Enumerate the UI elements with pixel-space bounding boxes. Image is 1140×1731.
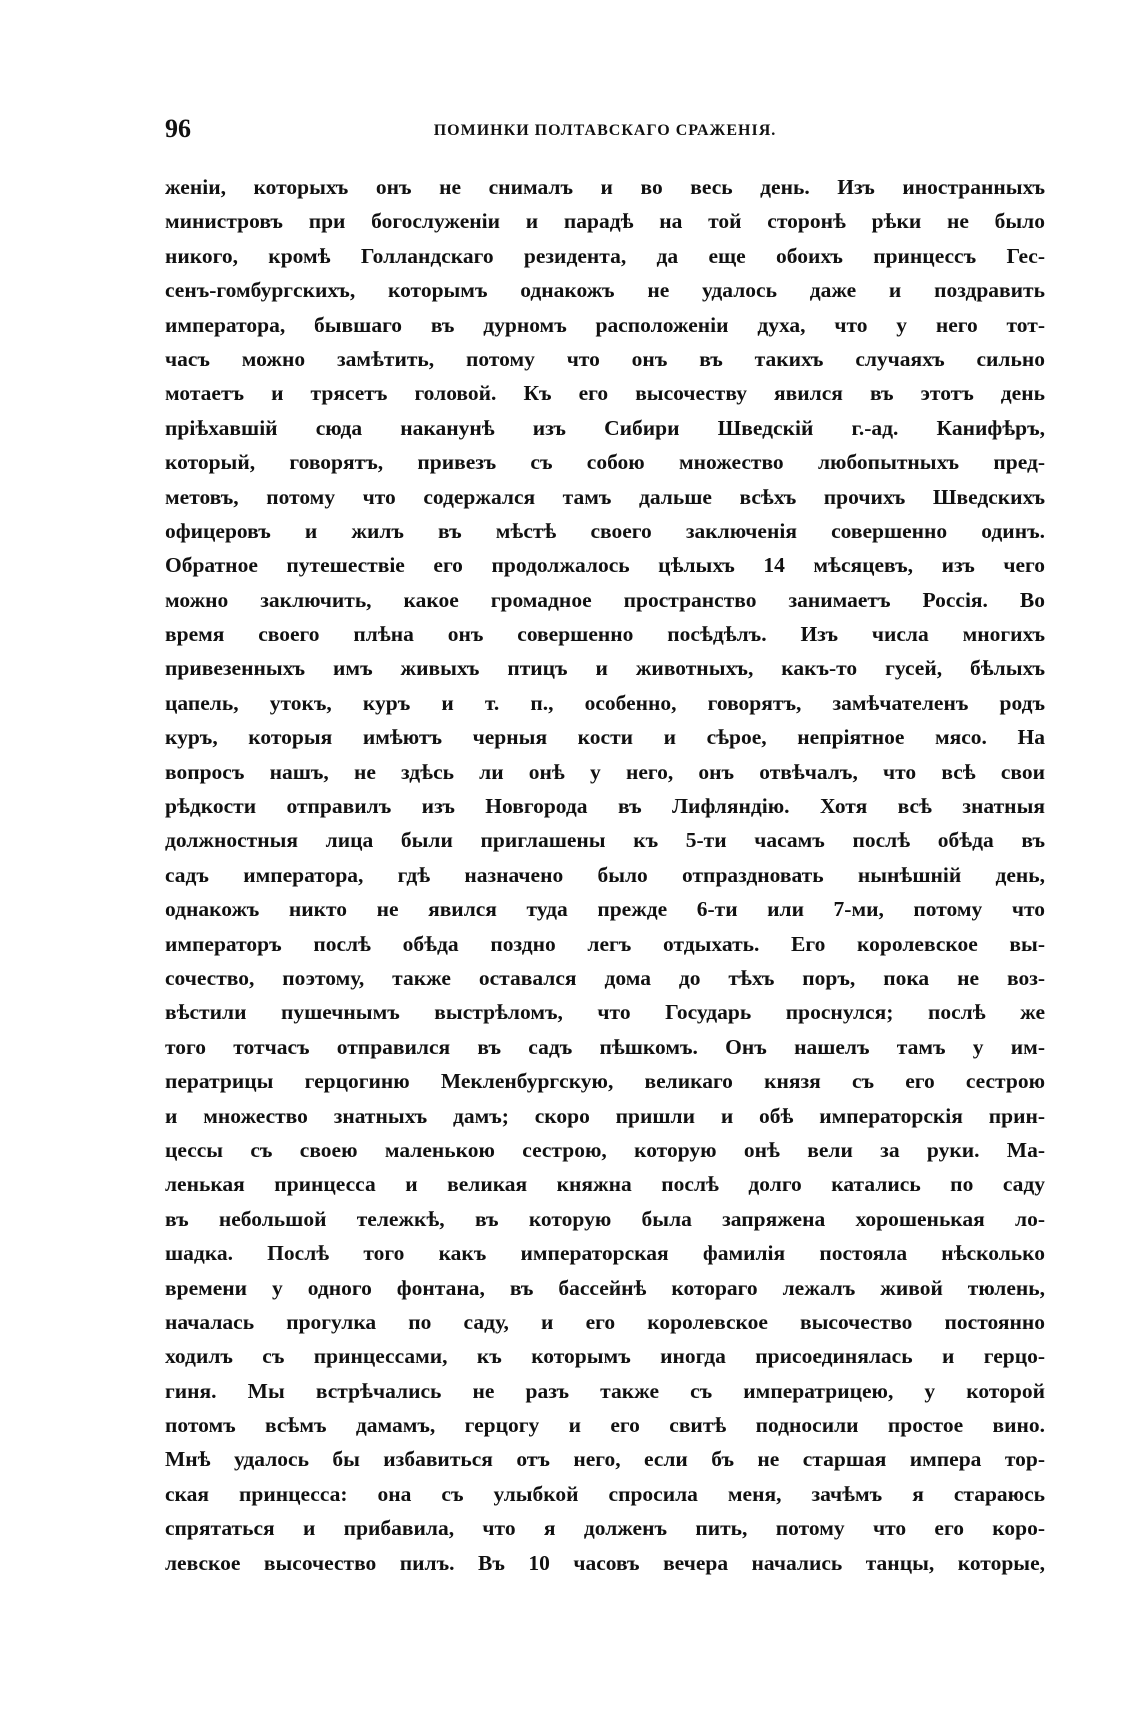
text-line: время своего плѣна онъ совершенно посѣдѣлъ. Изъ числа многихъ [165,622,1045,647]
text-line: который, говорятъ, привезъ съ собою множество любопытныхъ пред- [165,450,1045,475]
text-line: спрятаться и прибавила, что я долженъ пить, потому что его коро- [165,1516,1045,1541]
text-line: рѣдкости отправилъ изъ Новгорода въ Лифляндію. Хотя всѣ знатныя [165,794,1045,819]
text-line: гиня. Мы встрѣчались не разъ также съ императрицею, у которой [165,1378,1045,1403]
text-line: ператрицы герцогиню Мекленбургскую, великаго князя съ его сестрою [165,1069,1045,1094]
text-line: пріѣхавшій сюда наканунѣ изъ Сибири Шведскій г.-ад. Канифѣръ, [165,415,1045,440]
text-line: никого, кромѣ Голландскаго резидента, да еще обоихъ принцессъ Гес- [165,243,1045,268]
text-line: метовъ, потому что содержался тамъ дальше всѣхъ прочихъ Шведскихъ [165,484,1045,509]
text-line: мотаетъ и трясетъ головой. Къ его высочеству явился въ этотъ день [165,381,1045,406]
text-line: привезенныхъ имъ живыхъ птицъ и животныхъ, какъ-то гусей, бѣлыхъ [165,656,1045,681]
text-line: Мнѣ удалось бы избавиться отъ него, если бъ не старшая импера тор- [165,1447,1045,1472]
text-line: садъ императора, гдѣ назначено было отпраздновать нынѣшній день, [165,862,1045,887]
running-head [165,114,1045,146]
text-line: шадка. Послѣ того какъ императорская фамилія постояла нѣсколько [165,1241,1045,1266]
text-line: сочество, поэтому, также оставался дома до тѣхъ поръ, пока не воз- [165,965,1045,990]
text-line: цапель, утокъ, куръ и т. п., особенно, говорятъ, замѣчателенъ родъ [165,690,1045,715]
text-line: потомъ всѣмъ дамамъ, герцогу и его свитѣ подносили простое вино. [165,1413,1045,1438]
text-line: ская принцесса: она съ улыбкой спросила меня, зачѣмъ я стараюсь [165,1481,1045,1506]
text-line: цессы съ своею маленькою сестрою, которую онѣ вели за руки. Ма- [165,1137,1045,1162]
body-text [165,170,1045,1580]
text-line: офицеровъ и жилъ въ мѣстѣ своего заключенія совершенно одинъ. [165,518,1045,543]
text-line: ходилъ съ принцессами, къ которымъ иногда присоединялась и герцо- [165,1344,1045,1369]
text-line: часъ можно замѣтить, потому что онъ въ такихъ случаяхъ сильно [165,346,1045,371]
text-line: министровъ при богослуженіи и парадѣ на той сторонѣ рѣки не было [165,209,1045,234]
text-line: началась прогулка по саду, и его королевское высочество постоянно [165,1309,1045,1334]
text-line: однакожъ никто не явился туда прежде 6-ти или 7-ми, потому что [165,897,1045,922]
text-line: времени у одного фонтана, въ бассейнѣ котораго лежалъ живой тюлень, [165,1275,1045,1300]
text-line: Обратное путешествіе его продолжалось цѣлыхъ 14 мѣсяцевъ, изъ чего [165,553,1045,578]
page-number: 96 [165,114,191,143]
text-line: императора, бывшаго въ дурномъ расположеніи духа, что у него тот- [165,312,1045,337]
text-line: императоръ послѣ обѣда поздно легъ отдыхать. Его королевское вы- [165,931,1045,956]
text-line: сенъ-гомбургскихъ, которымъ однакожъ не удалось даже и поздравить [165,278,1045,303]
text-line: вѣстили пушечнымъ выстрѣломъ, что Государь проснулся; послѣ же [165,1000,1045,1025]
text-line: должностныя лица были приглашены къ 5-ти часамъ послѣ обѣда въ [165,828,1045,853]
text-line: женіи, которыхъ онъ не снималъ и во весь день. Изъ иностранныхъ [165,175,1045,199]
text-line: въ небольшой тележкѣ, въ которую была запряжена хорошенькая ло- [165,1206,1045,1231]
text-line: вопросъ нашъ, не здѣсь ли онѣ у него, онъ отвѣчалъ, что всѣ свои [165,759,1045,784]
text-line: и множество знатныхъ дамъ; скоро пришли и обѣ императорскія прин- [165,1103,1045,1128]
text-line: куръ, которыя имѣютъ черныя кости и сѣрое, непріятное мясо. На [165,725,1045,750]
text-line: ленькая принцесса и великая княжна послѣ долго катались по саду [165,1172,1045,1197]
text-line: можно заключить, какое громадное пространство занимаетъ Россія. Во [165,587,1045,612]
text-line: того тотчасъ отправился въ садъ пѣшкомъ. Онъ нашелъ тамъ у им- [165,1034,1045,1059]
text-line: левское высочество пилъ. Въ 10 часовъ вечера начались танцы, которые, [165,1550,1045,1575]
running-title: ПОМИНКИ ПОЛТАВСКАГО СРАЖЕНІЯ. [433,122,777,139]
